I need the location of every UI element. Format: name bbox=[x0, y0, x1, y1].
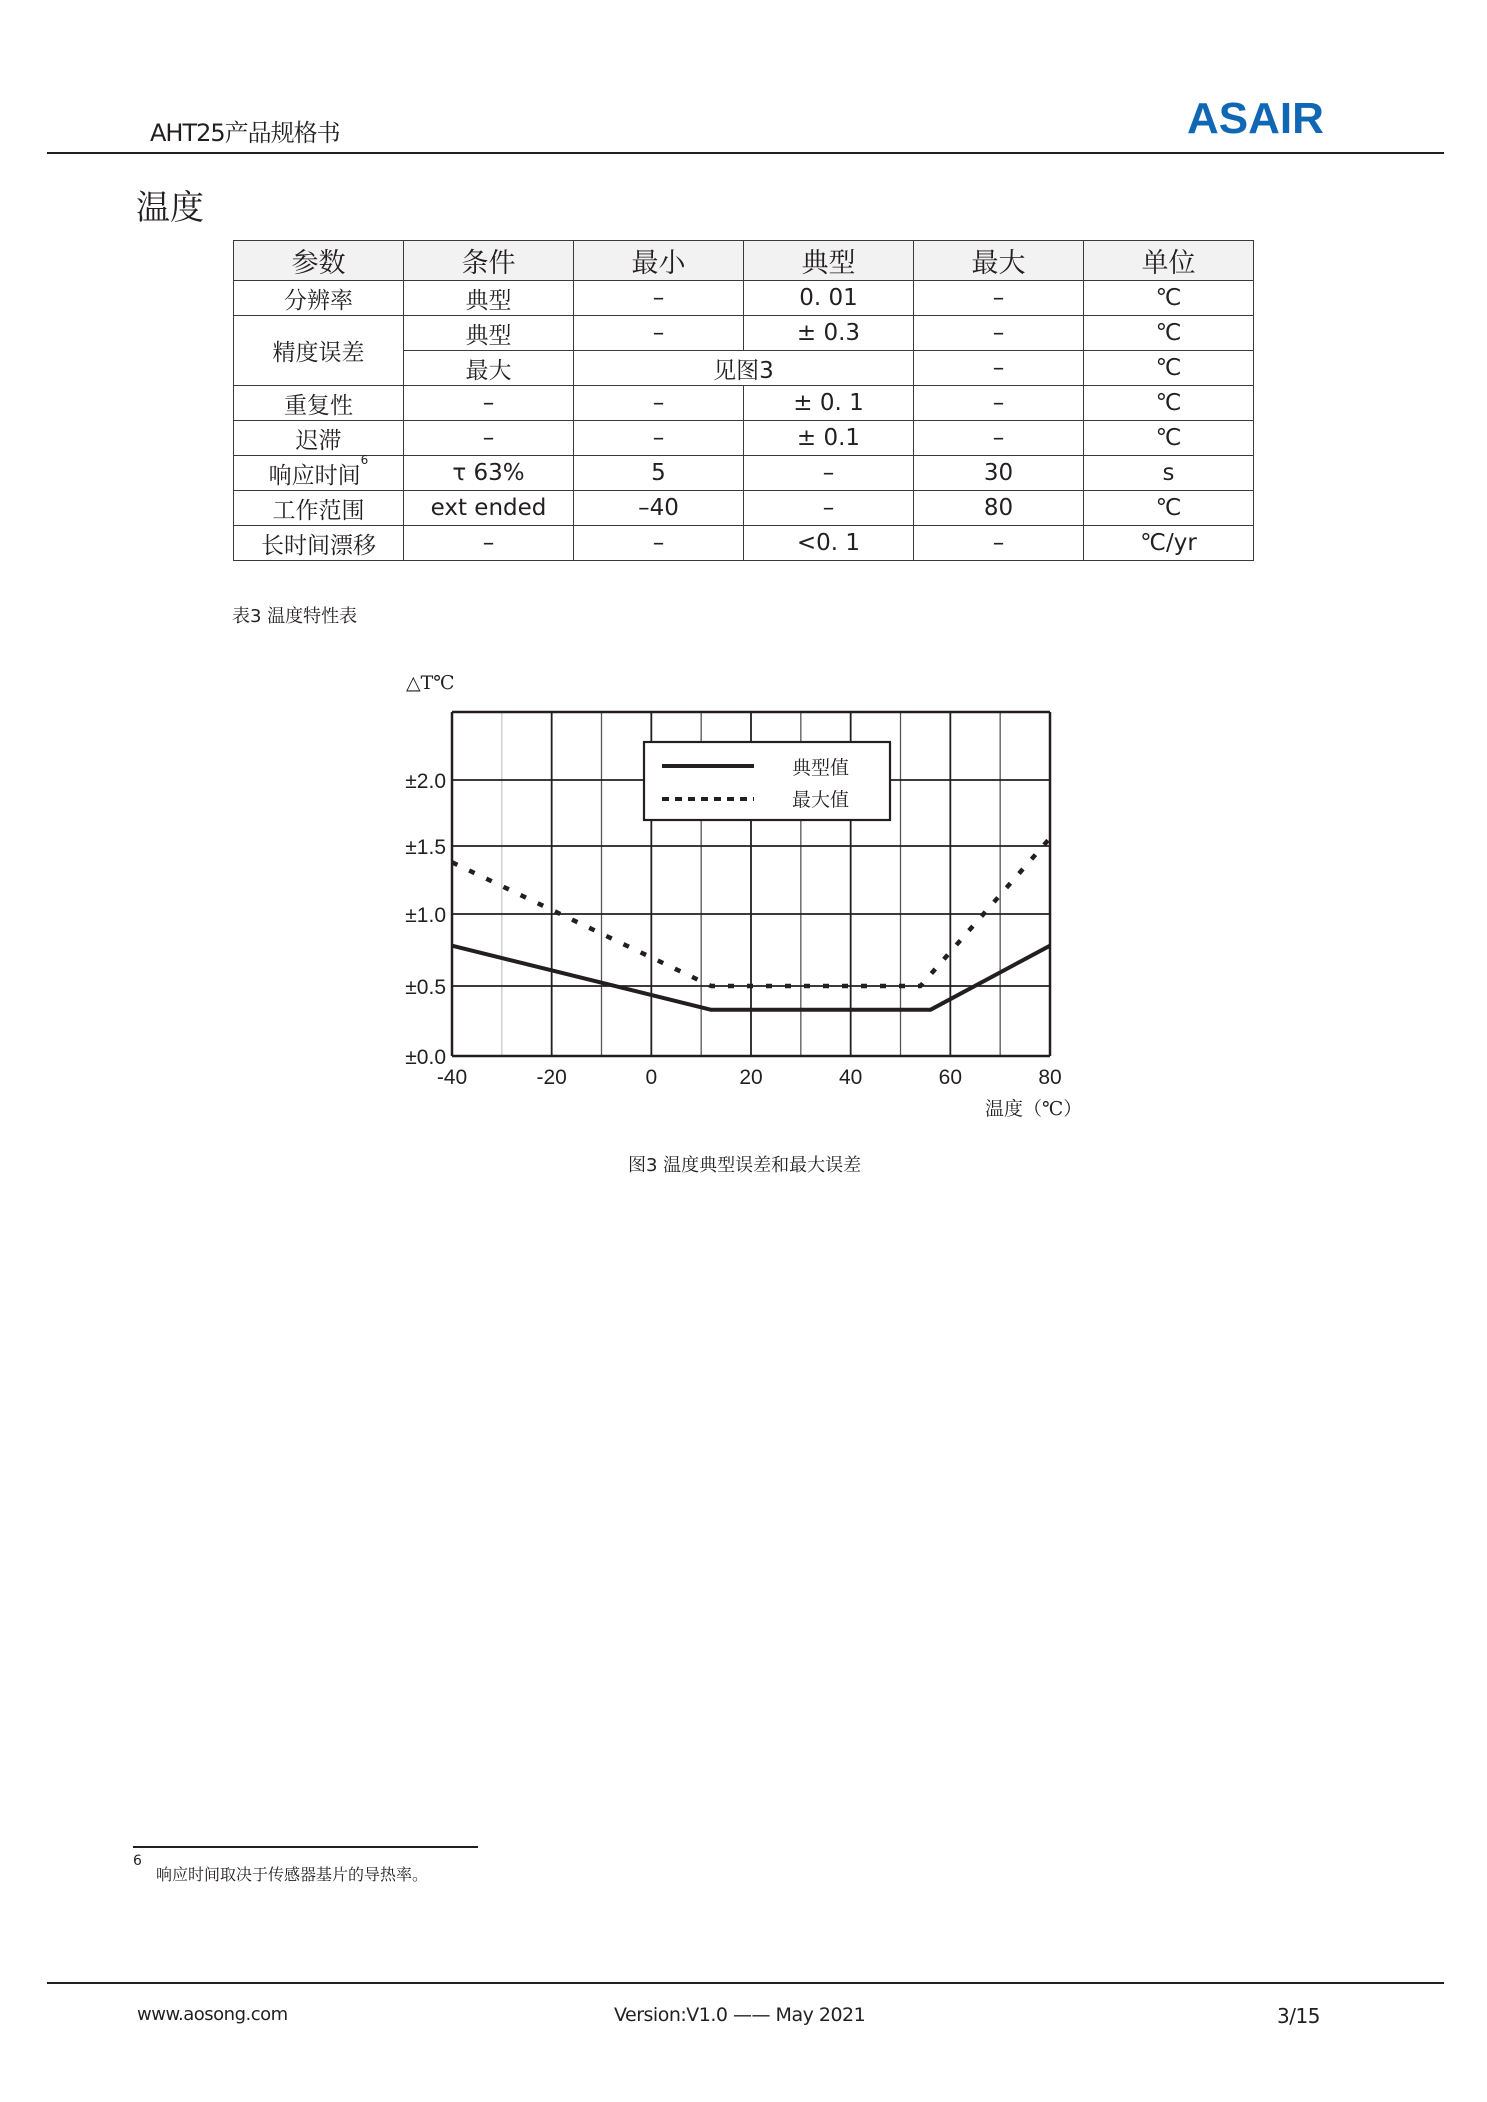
cell-typ: 0. 01 bbox=[744, 281, 914, 316]
brand-logo: ASAIR bbox=[1187, 94, 1324, 143]
column-header: 参数 bbox=[234, 241, 404, 281]
table-row bbox=[234, 386, 1254, 421]
cell-param: 长时间漂移 bbox=[234, 526, 404, 561]
temperature-error-chart bbox=[390, 660, 1110, 1130]
header-divider bbox=[47, 152, 1444, 154]
x-tick-label: -20 bbox=[536, 1066, 567, 1089]
x-tick-label: 80 bbox=[1038, 1066, 1062, 1089]
cell-unit: ℃ bbox=[1084, 386, 1254, 421]
table-row bbox=[234, 491, 1254, 526]
cell-max: – bbox=[914, 351, 1084, 386]
cell-condition: – bbox=[404, 386, 574, 421]
y-tick-label: ±0.0 bbox=[405, 1046, 446, 1069]
cell-typ: – bbox=[744, 491, 914, 526]
cell-typ: ± 0.3 bbox=[744, 316, 914, 351]
table-row bbox=[234, 421, 1254, 456]
cell-max: – bbox=[914, 526, 1084, 561]
x-tick-label: -40 bbox=[436, 1066, 468, 1089]
cell-max: – bbox=[914, 421, 1084, 456]
footnote-text: 响应时间取决于传感器基片的导热率。 bbox=[156, 1865, 429, 1884]
x-axis-label: 温度（℃） bbox=[985, 1098, 1083, 1120]
footnote-divider bbox=[133, 1846, 478, 1848]
cell-min: – bbox=[574, 386, 744, 421]
table-row bbox=[234, 526, 1254, 561]
page-number: 3/15 bbox=[1277, 2004, 1320, 2028]
cell-param: 迟滞 bbox=[234, 421, 404, 456]
cell-typ: ± 0.1 bbox=[744, 421, 914, 456]
cell-merged-see-figure: 见图3 bbox=[574, 351, 914, 386]
cell-min: – bbox=[574, 316, 744, 351]
figure-caption: 图3 温度典型误差和最大误差 bbox=[628, 1155, 862, 1176]
cell-min: 5 bbox=[574, 456, 744, 491]
cell-condition: – bbox=[404, 421, 574, 456]
cell-min: – bbox=[574, 526, 744, 561]
cell-param: 重复性 bbox=[234, 386, 404, 421]
x-tick-label: 40 bbox=[838, 1066, 863, 1089]
y-tick-label: ±1.0 bbox=[405, 904, 446, 927]
y-tick-label: ±1.5 bbox=[405, 836, 446, 859]
x-tick-label: 60 bbox=[938, 1066, 963, 1089]
cell-param: 精度误差 bbox=[234, 316, 404, 386]
section-title: 温度 bbox=[136, 188, 204, 228]
x-tick-label: 0 bbox=[645, 1066, 658, 1089]
cell-unit: ℃ bbox=[1084, 421, 1254, 456]
table-caption: 表3 温度特性表 bbox=[232, 606, 358, 627]
cell-typ: <0. 1 bbox=[744, 526, 914, 561]
cell-min: –40 bbox=[574, 491, 744, 526]
chart-canvas bbox=[390, 660, 1110, 1130]
table-header-row bbox=[234, 241, 1254, 281]
footnote-number: 6 bbox=[133, 1853, 142, 1869]
cell-max: – bbox=[914, 281, 1084, 316]
column-header: 条件 bbox=[404, 241, 574, 281]
cell-typ: ± 0. 1 bbox=[744, 386, 914, 421]
cell-unit: s bbox=[1084, 456, 1254, 491]
cell-unit: ℃/yr bbox=[1084, 526, 1254, 561]
temperature-spec-table bbox=[233, 240, 1254, 561]
column-header: 最小 bbox=[574, 241, 744, 281]
cell-max: – bbox=[914, 316, 1084, 351]
x-axis-ticks bbox=[437, 1066, 1062, 1089]
cell-unit: ℃ bbox=[1084, 316, 1254, 351]
cell-unit: ℃ bbox=[1084, 351, 1254, 386]
column-header: 单位 bbox=[1084, 241, 1254, 281]
document-title: AHT25产品规格书 bbox=[150, 119, 340, 147]
cell-condition: τ 63% bbox=[404, 456, 574, 491]
legend-label-max: 最大值 bbox=[792, 789, 850, 811]
cell-condition: – bbox=[404, 526, 574, 561]
column-header: 典型 bbox=[744, 241, 914, 281]
cell-unit: ℃ bbox=[1084, 491, 1254, 526]
cell-param: 工作范围 bbox=[234, 491, 404, 526]
table-row bbox=[234, 316, 1254, 351]
cell-param: 分辨率 bbox=[234, 281, 404, 316]
cell-min: – bbox=[574, 421, 744, 456]
table-row bbox=[234, 456, 1254, 491]
cell-max: 30 bbox=[914, 456, 1084, 491]
y-axis-label: △T℃ bbox=[406, 672, 455, 694]
table-row bbox=[234, 281, 1254, 316]
y-axis-ticks bbox=[405, 770, 446, 1069]
footnote-ref[interactable]: 6 bbox=[360, 452, 369, 467]
cell-min: – bbox=[574, 281, 744, 316]
x-tick-label: 20 bbox=[739, 1066, 763, 1089]
cell-condition: 最大 bbox=[404, 351, 574, 386]
param-label: 响应时间 bbox=[268, 462, 361, 489]
y-tick-label: ±0.5 bbox=[405, 976, 446, 999]
column-header: 最大 bbox=[914, 241, 1084, 281]
cell-condition: 典型 bbox=[404, 281, 574, 316]
cell-typ: – bbox=[744, 456, 914, 491]
legend-box bbox=[644, 742, 890, 820]
cell-condition: ext ended bbox=[404, 491, 574, 526]
cell-condition: 典型 bbox=[404, 316, 574, 351]
footer-divider bbox=[47, 1982, 1444, 1984]
cell-unit: ℃ bbox=[1084, 281, 1254, 316]
footer-website-link[interactable]: www.aosong.com bbox=[137, 2004, 288, 2025]
footer-version: Version:V1.0 —— May 2021 bbox=[614, 2004, 866, 2026]
chart-legend bbox=[644, 742, 890, 820]
cell-param bbox=[234, 452, 404, 491]
y-tick-label: ±2.0 bbox=[405, 770, 446, 793]
cell-max: – bbox=[914, 386, 1084, 421]
legend-label-typical: 典型值 bbox=[792, 757, 850, 779]
cell-max: 80 bbox=[914, 491, 1084, 526]
